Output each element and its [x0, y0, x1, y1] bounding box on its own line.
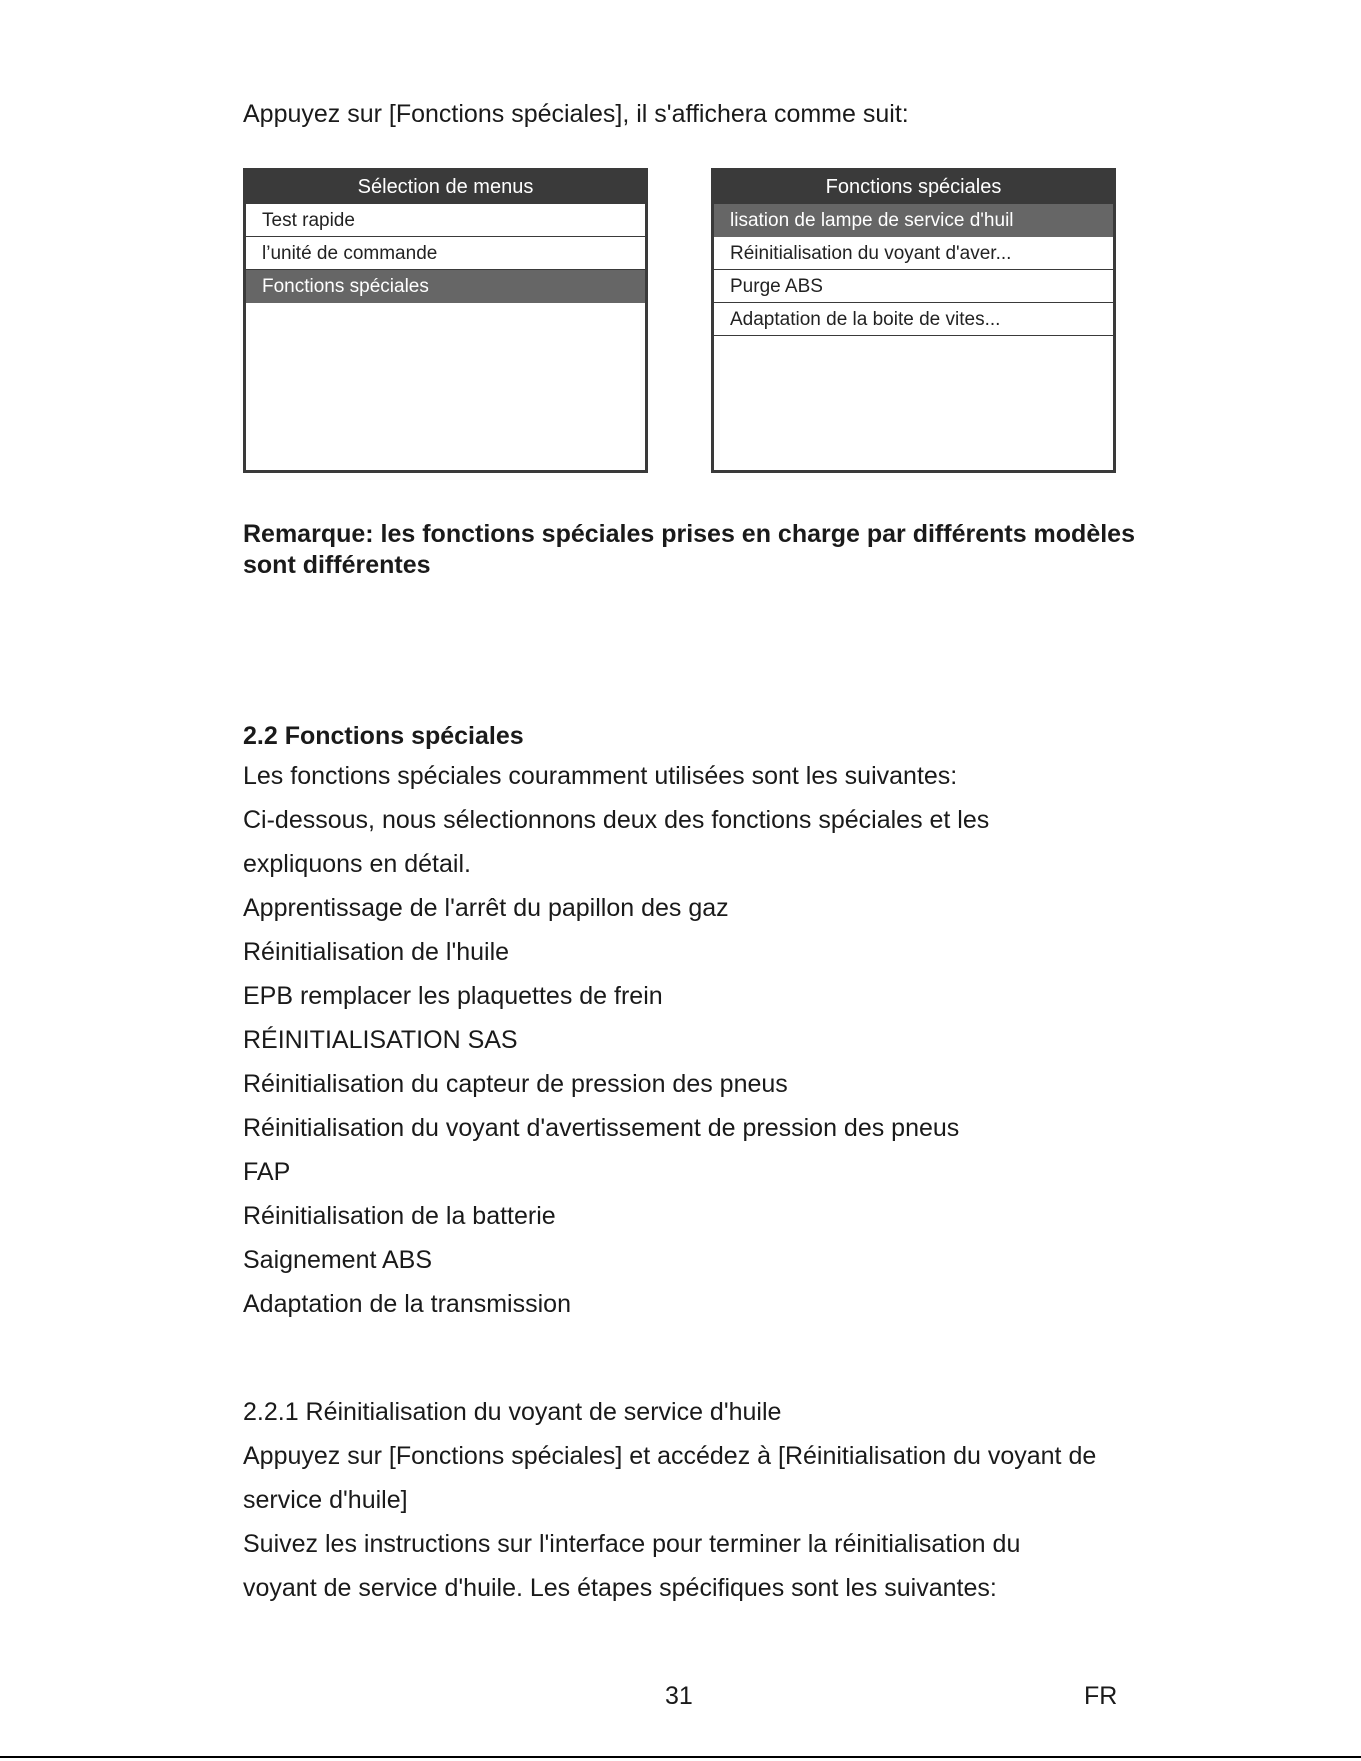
function-line: Réinitialisation du voyant d'avertissement de pression des pneus: [243, 1114, 960, 1142]
function-line: RÉINITIALISATION SAS: [243, 1026, 518, 1054]
function-line: Adaptation de la transmission: [243, 1290, 571, 1318]
menu-list: [246, 204, 645, 470]
page-number: 31: [665, 1682, 693, 1710]
menu-item[interactable]: l’unité de commande: [246, 237, 645, 270]
function-item[interactable]: Adaptation de la boite de vites...: [714, 303, 1113, 336]
body-line: expliquons en détail.: [243, 850, 471, 878]
function-line: EPB remplacer les plaquettes de frein: [243, 982, 663, 1010]
section-heading: 2.2 Fonctions spéciales: [243, 722, 524, 750]
menu-item[interactable]: Test rapide: [246, 204, 645, 237]
function-line: FAP: [243, 1158, 291, 1186]
function-line: Réinitialisation de la batterie: [243, 1202, 556, 1230]
body-line: service d'huile]: [243, 1486, 408, 1514]
menu-selection-screen: [243, 168, 648, 473]
note: Remarque: les fonctions spéciales prises en charge par différents modèles sont différentes: [243, 520, 1135, 579]
body-line: Appuyez sur [Fonctions spéciales] et accédez à [Réinitialisation du voyant de: [243, 1442, 1097, 1470]
function-line: Saignement ABS: [243, 1246, 433, 1274]
language-code: FR: [1084, 1682, 1118, 1710]
body-line: Ci-dessous, nous sélectionnons deux des fonctions spéciales et les: [243, 806, 990, 834]
bottom-rule: [0, 1756, 1361, 1758]
subsection-body: [243, 1439, 1143, 1615]
special-functions-screen: [711, 168, 1116, 473]
function-item[interactable]: Purge ABS: [714, 270, 1113, 303]
section-body: [243, 759, 1143, 1331]
body-line: Les fonctions spéciales couramment utilisées sont les suivantes:: [243, 762, 958, 790]
function-item[interactable]: Réinitialisation du voyant d'aver...: [714, 237, 1113, 270]
page-indicator: 1/4: [1071, 448, 1092, 465]
page-indicator: 3/3: [603, 448, 624, 465]
function-item-selected[interactable]: lisation de lampe de service d'huil: [714, 204, 1113, 237]
function-line: Réinitialisation du capteur de pression des pneus: [243, 1070, 788, 1098]
body-line: Suivez les instructions sur l'interface pour terminer la réinitialisation du: [243, 1530, 1021, 1558]
body-line: voyant de service d'huile. Les étapes spécifiques sont les suivantes:: [243, 1574, 997, 1602]
intro-text: Appuyez sur [Fonctions spéciales], il s'affichera comme suit:: [243, 100, 909, 128]
screen-title: Sélection de menus: [357, 176, 534, 198]
function-line: Apprentissage de l'arrêt du papillon des gaz: [243, 894, 729, 922]
subsection-heading: 2.2.1 Réinitialisation du voyant de service d'huile: [243, 1398, 782, 1426]
function-list: [714, 204, 1113, 470]
function-line: Réinitialisation de l'huile: [243, 938, 510, 966]
screen-title: Fonctions spéciales: [825, 176, 1002, 198]
menu-item-selected[interactable]: Fonctions spéciales: [246, 270, 645, 303]
